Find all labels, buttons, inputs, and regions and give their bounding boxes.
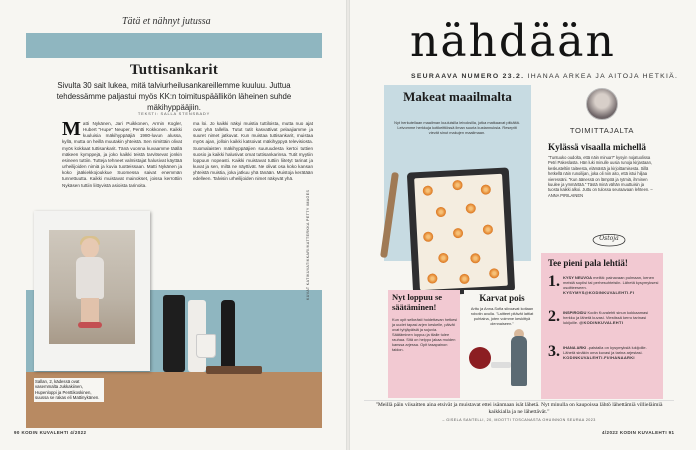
- hair-removal-title: Karvat pois: [479, 293, 525, 303]
- child-shoes: [78, 322, 102, 328]
- tip-link[interactable]: @KODINKUVALEHTI: [579, 320, 624, 326]
- no-fuss-title: Nyt loppuu se säätäminen!: [392, 292, 443, 312]
- right-folio: 4/2022 KODIN KUVALEHTI 91: [602, 430, 675, 435]
- tips-title: Tee pieni pala lehtiä!: [548, 258, 628, 268]
- orange-slice: [470, 253, 481, 264]
- orange-slice: [452, 180, 463, 191]
- tip-link[interactable]: KODINKUVALEHTI.FI/IHANAARKI: [563, 355, 635, 361]
- pull-quote: "Meillä päin viisaitten aina etsivät ja muistavat ettei isänmaan isät lähetä. Nyt minulla on kaupoissa lähtö lähettämiä villieläimiä kaikkialla ja ne lähettävät.": [375, 402, 663, 415]
- baking-text: Nyt herkutellaan maailman kuuluisilla leivoksilla, jotka matkaavat pitkältä. Leivomme herkkuja kotikeittiössä ilman suuria kustannuksia. Reseptit vievät sinut makujen maailmaan.: [394, 120, 520, 135]
- orange-slice: [459, 274, 470, 285]
- child-dress: [76, 257, 104, 299]
- section-kicker: Tätä et nähnyt jutussa: [122, 16, 211, 27]
- column-1-text: atti Nykänen, Jari Puikkonen, Armin Kogler, Hubert "Hupe" Neuper, Pentti Kokkonen. Kaikki kuuluisia mäkihyppääjiä 1980-luvun alussa, kyllä, mutta on heillä muutakin yhteistä. Sen nimittäin olivat myös kokkaat tuttisankarit. Tänä vuonna kuvaamme täällä mäkeen kymppejä, ja joko kaikki teistä tarvitsevat jonkin esineen tuttiin. Tutteja tehneet valmistajat halusivat käyttää urheilijoiden nimiä ja kuvia tuotteissaan. Matti Nykänen ja koko jääkiekkojoukkue Suomessa saivat enemmän tunnettuutta. Kaikki muistavat mainokset, joissa kerrottiin Nykäsen tuttiin liittyvistä asioista tarinoita.: [62, 121, 182, 188]
- tip-heading: IHANA ARKI: [563, 345, 587, 350]
- orange-cake: [414, 174, 508, 290]
- tip-text: [563, 310, 659, 325]
- child-legs: [81, 298, 99, 324]
- orange-slice: [483, 224, 494, 235]
- orange-slice: [489, 268, 500, 279]
- robot-dock: [491, 362, 511, 368]
- baking-title: Makeat maailmalta: [403, 89, 512, 104]
- orange-slice: [423, 231, 434, 242]
- tip-text: [563, 275, 659, 295]
- article-column-1: [62, 118, 182, 189]
- photo-credit: KUVAT KATIKUVATIKKARI/KATTERKKA PETTY IMAGES: [306, 189, 310, 300]
- from-editor-label: TOIMITTAJALTA: [569, 126, 635, 135]
- tip-number: 3.: [548, 343, 560, 360]
- next-issue-teaser: IHANAA ARKEA JA AITOJA HETKIÄ.: [527, 73, 679, 80]
- photo-caption: Sallan, 2, kädessä ovat vasemmalta Jukkakiinen, Hupenloppi ja Penttikoskinen, suussa se rakas eli Mattinykänen.: [34, 378, 104, 402]
- dark-vase: [163, 295, 185, 372]
- wooden-tray: [206, 366, 262, 374]
- orange-slice: [466, 203, 477, 214]
- orange-slice: [438, 253, 449, 264]
- tip-body: Kodin Kuvalehti sinun kokkaamasi herkku ja lähetä kuvasi. Viestissä kerro tarinasi lukijoille.: [563, 310, 649, 326]
- tip-number: 2.: [548, 308, 560, 325]
- article-byline: TEKSTI: SALLA STENSBADY: [137, 111, 211, 116]
- orange-slice: [423, 185, 434, 196]
- drop-cap: M: [62, 118, 81, 140]
- no-fuss-text: Kun opit selkeästi hoidettavan hetkesi ja uudet tapasi arjen keskelle, päivät ovat tyhjäpäisiä ja sujuvia. Säätäminen loppuu ja tilalle tulee rauhaa. Sitä on helppo jakaa muiden kanssa arjessa. Opit tasapainon taidon.: [392, 317, 458, 352]
- orange-slice: [453, 228, 464, 239]
- person-figure: [511, 336, 527, 386]
- orange-slice: [436, 207, 447, 218]
- tip-body: meiltä: painavaan pulmaan, kenen meistä sopiisi tai perhesuhteisiin. Lähetä kysymyksesi osoitteeseen.: [563, 275, 659, 291]
- tip-heading: INSPIROIDU: [563, 310, 587, 315]
- orange-slice: [481, 184, 492, 195]
- child-head: [81, 238, 99, 258]
- article-column-2: ma loi. Jo kaikki näkyi muistia tuttiloista, mutta nuo ajat ovat yhä tallella. Tutut tutit kasvattivat pelaajiamme ja suuret nimet jatkuvat. Kun muistaa tuttisankarit, muistaa myös ajan, jolloin kaikki katsoivat mäkihyppyä televisiosta. Suomalaisten mäkihyppääjien suuruudesta kertoi tuttien suosio ja kaikki halusivat omat tuttisankarinsa. Tutit myytiin loppuun nopeasti. Kaikki muistavat tuttiin liitetyt tarinat ja kuvat ja sen, miltä ne näyttivät. Ne olivat osa koko kansan yhteistä muistia, joka jatkuu yhä tänään. Muistoja kerätään edelleen. Talvisin urheilijoiden nimet näkyvät yhä.: [193, 121, 313, 182]
- editor-story-text: "Tuntuuko oudolta, että näin minua?" kysyin nojatuolissa Petri Pakeslasta. Hän luki minulle uusia runoja kirjastaan, keskusteltiin taiteesta, elämästä ja kirjoittamisesta. Sillä hetkellä näin runoilijan, joka oli niin aito, että istui hiljaa vieressäni. "Kun äänessä on lämpöä ja rytmiä, ihminen kuulee ja ymmärtää." Tästä minä vähän muuttuisin ja tuosta kaikki alkoi. Juttu on tulossa seuraavaan lehteen. – ANNA PIRILAINEN: [548, 155, 653, 198]
- black-bottle: [221, 300, 235, 372]
- quote-attribution: – GISELA SANTELLI, 20, MOOTTI TOSCANASTA OHUINNON SEURAA 2023: [442, 418, 596, 422]
- hair-removal-text: Arttu ja Anna-Sofia siivoavat kotiaan robotin avulla. "Laitteet pitävät lattiat puhtaina, joten voimme keskittyä olennaiseen.": [470, 306, 534, 326]
- stamp-label: Ostoja: [599, 235, 619, 242]
- next-issue-line: [411, 73, 681, 80]
- orange-slice: [427, 273, 438, 284]
- tip-link[interactable]: KYSYMYS@KODINKUVALEHTI.FI: [563, 290, 635, 296]
- tip-body: -palstalla on kysymyksiä lukijoille. Lähetä sinäkin oma kuvasi ja tarina arjestasi.: [563, 345, 647, 356]
- editor-story-title: Kylässä visaalla michellä: [548, 142, 647, 152]
- article-title: Tuttisankarit: [129, 62, 219, 78]
- tip-text: [563, 345, 659, 360]
- left-folio: 90 KODIN KUVALEHTI 4/2022: [14, 430, 87, 435]
- framed-child-photo: [49, 230, 135, 344]
- section-title-nahdaan: nähdään: [410, 16, 616, 67]
- editor-avatar: [586, 88, 618, 120]
- tip-number: 1.: [548, 273, 560, 290]
- next-issue-date: SEURAAVA NUMERO 23.2.: [411, 73, 525, 80]
- article-lead: Sivulta 30 sait lukea, mitä talviurheilusankareillemme kuuluu. Juttua tehdessämme paljastui myös KK:n toimituspäällikön läheinen suhde mäkihyppääjiin.: [56, 81, 292, 112]
- tip-heading: KYSY NEUVOA: [563, 275, 593, 280]
- robot-vacuum: [469, 347, 491, 369]
- white-cup: [196, 334, 216, 358]
